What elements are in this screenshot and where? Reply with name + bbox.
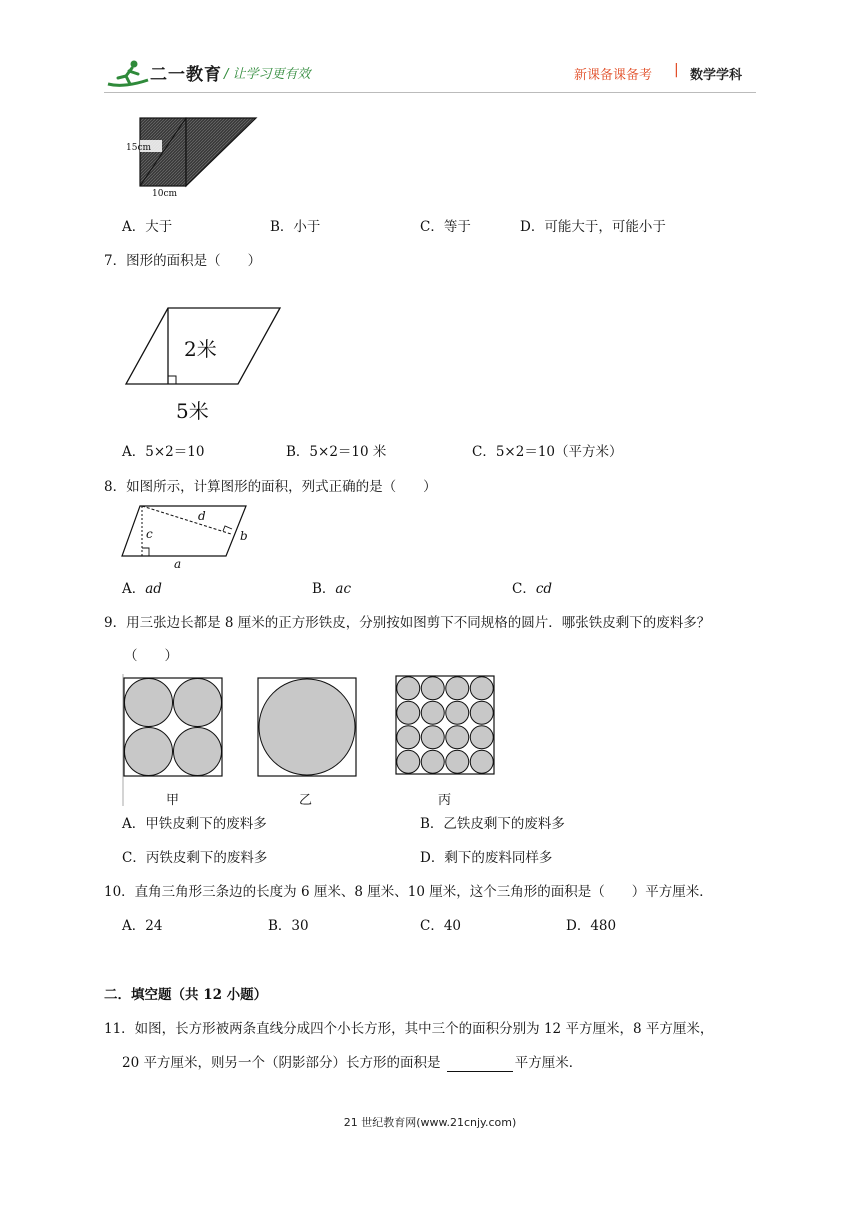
q10-option-a: A．24	[122, 918, 163, 934]
q9-bing-circle	[421, 701, 444, 724]
q9-bing-circle	[470, 750, 493, 773]
q9-option-c: C．丙铁皮剩下的废料多	[122, 850, 268, 866]
q8-parallelogram-figure	[118, 500, 258, 572]
q9-stem: 9．用三张边长都是 8 厘米的正方形铁皮，分别按如图剪下不同规格的圆片．哪张铁皮剩下的废料多？	[104, 615, 711, 631]
q11-answer-blank[interactable]	[447, 1057, 513, 1072]
q9-label-yi: 乙	[299, 793, 313, 808]
q7-height-label: 2米	[184, 337, 217, 361]
q8-label-b: b	[240, 529, 248, 543]
q6-label-15cm: 15cm	[126, 143, 152, 153]
q9-bing-circle	[397, 750, 420, 773]
q7-option-c: C．5×2＝10（平方米）	[472, 444, 623, 460]
q7-parallelogram-figure	[120, 298, 290, 428]
q7-stem: 7．图形的面积是（ ）	[104, 253, 262, 269]
q9-bing-circle	[470, 726, 493, 749]
q8-option-a-expr: ad	[145, 581, 162, 597]
q7-base-label: 5米	[176, 399, 209, 423]
q8-option-b: B．ac	[312, 581, 352, 597]
q7-option-a: A．5×2＝10	[122, 444, 205, 460]
q9-bing-circle	[397, 677, 420, 700]
q6-option-c: C．等于	[420, 219, 471, 235]
q8-option-c: C．cd	[512, 581, 553, 597]
q9-bing-circle	[446, 750, 469, 773]
q9-bing-circle	[446, 677, 469, 700]
q6-figure	[126, 112, 266, 198]
q9-option-a: A．甲铁皮剩下的废料多	[122, 816, 267, 832]
header-separator: |	[674, 62, 679, 78]
q8-label-d: d	[198, 509, 206, 523]
q9-bing-circle	[470, 701, 493, 724]
q7-option-b: B．5×2＝10 米	[286, 444, 387, 460]
q9-figures	[118, 670, 518, 810]
footer-text: 21 世纪教育网(www.21cnjy.com)	[343, 1116, 517, 1129]
q9-bing-circle	[397, 726, 420, 749]
q6-option-a: A．大于	[122, 219, 173, 235]
q10-option-b: B．30	[268, 918, 309, 934]
q9-sheet-jia	[124, 678, 222, 776]
header-course-label: 新课备课备考	[574, 68, 653, 83]
q8-stem: 8．如图所示，计算图形的面积，列式正确的是（ ）	[104, 479, 437, 495]
header-divider	[104, 92, 756, 93]
q6-option-b: B．小于	[270, 219, 321, 235]
q9-label-bing: 丙	[438, 793, 452, 808]
q10-option-c: C．40	[420, 918, 462, 934]
q9-sheet-yi	[258, 678, 356, 776]
q9-bing-circle	[421, 677, 444, 700]
q9-bing-circle	[421, 750, 444, 773]
section-2-title: 二．填空题（共 12 小题）	[104, 987, 268, 1003]
q11-line-1: 11．如图，长方形被两条直线分成四个小长方形，其中三个的面积分别为 12 平方厘米，8 平方厘米，	[104, 1021, 714, 1037]
q8-option-b-expr: ac	[335, 581, 352, 597]
q11-line-2: 20 平方厘米，则另一个（阴影部分）长方形的面积是 平方厘米．	[122, 1055, 583, 1071]
q6-parallelogram-part	[186, 118, 256, 186]
q9-bing-circle	[446, 726, 469, 749]
q9-bing-circle	[397, 701, 420, 724]
header-subject-label: 数学学科	[690, 68, 743, 83]
logo-text: 二一教育	[150, 65, 222, 85]
q9-option-b: B．乙铁皮剩下的废料多	[420, 816, 565, 832]
q9-bing-circle	[470, 677, 493, 700]
slogan: / 让学习更有效	[224, 67, 311, 82]
q8-option-a: A．ad	[122, 581, 162, 597]
q6-label-10cm: 10cm	[152, 189, 178, 198]
q9-label-jia: 甲	[166, 793, 180, 808]
q9-bing-circle	[421, 726, 444, 749]
q10-stem: 10．直角三角形三条边的长度为 6 厘米、8 厘米、10 厘米，这个三角形的面积是（ ）平方厘米．	[104, 884, 713, 900]
q9-paren: （ ）	[124, 648, 178, 664]
q8-label-c: c	[146, 527, 153, 541]
q9-bing-circle	[446, 701, 469, 724]
q8-label-a: a	[174, 557, 182, 571]
q8-option-c-expr: cd	[535, 581, 553, 597]
q9-sheet-bing	[396, 676, 494, 774]
q6-option-d: D．可能大于，可能小于	[520, 219, 666, 235]
q9-option-d: D．剩下的废料同样多	[420, 850, 553, 866]
q10-option-d: D．480	[566, 918, 617, 934]
